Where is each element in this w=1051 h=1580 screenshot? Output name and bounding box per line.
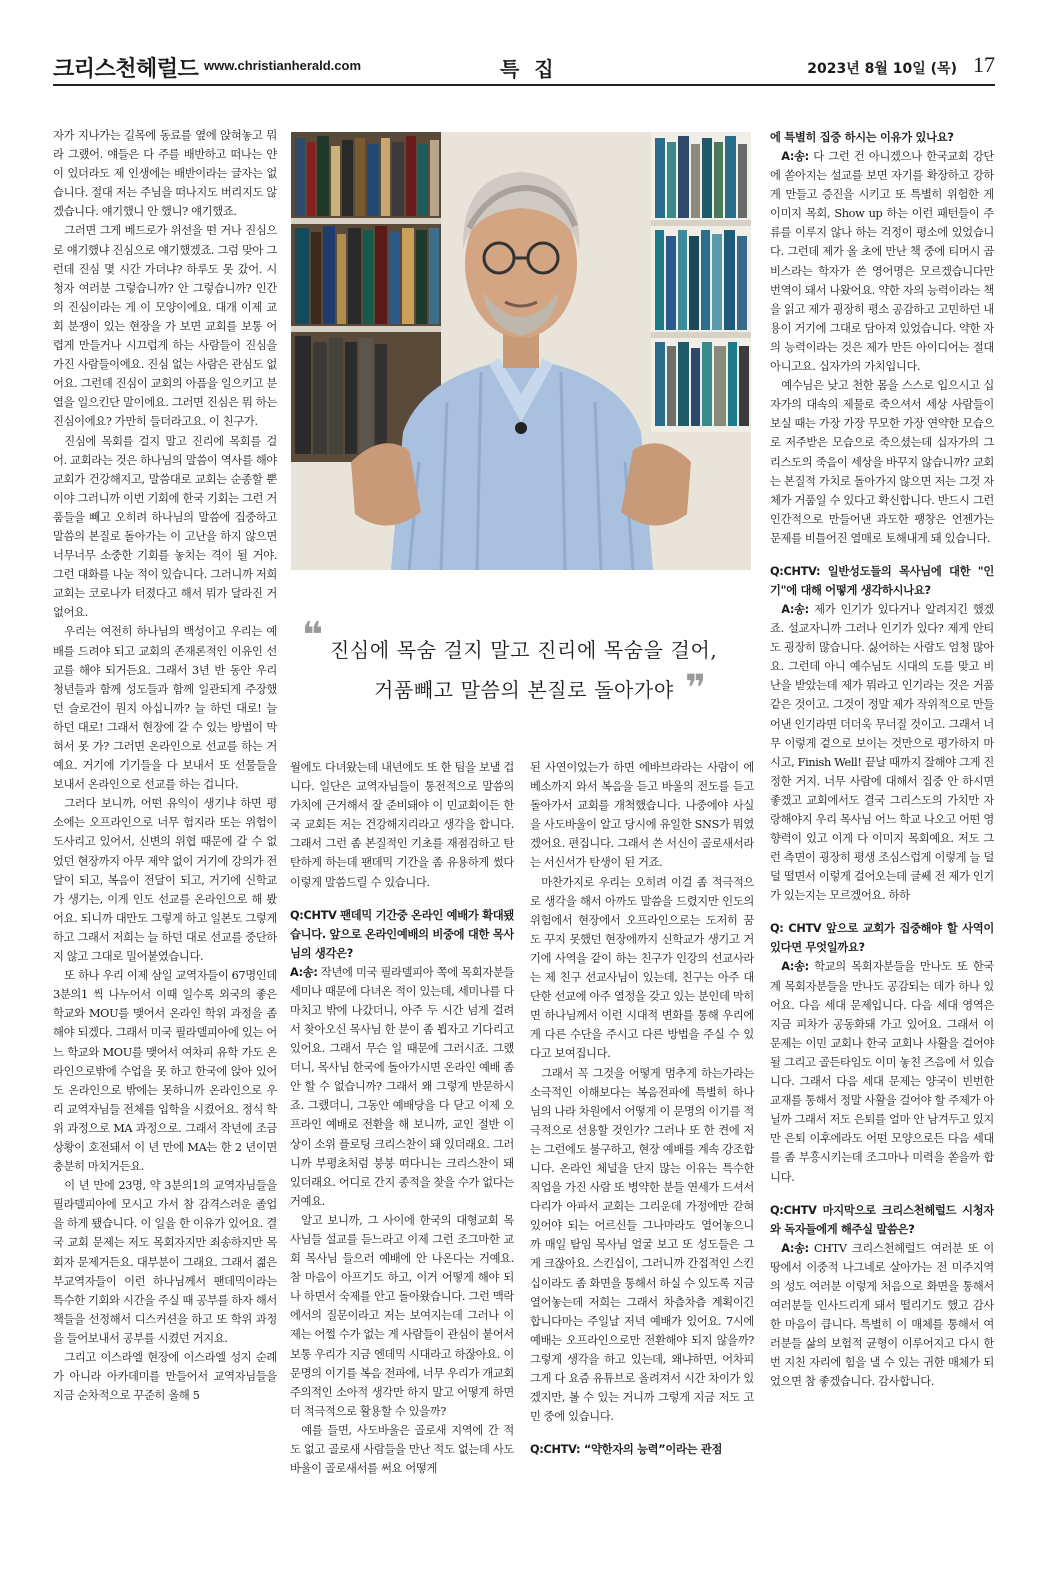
interview-answer — [770, 1239, 994, 1392]
answer-label: A:송: — [290, 965, 318, 979]
interview-photo — [291, 132, 751, 570]
answer-text: 다 그런 건 아니겠으나 한국교회 강단에 쏟아지는 설교를 보면 자기를 확장하고 강하게 만들고 증진을 시키고 또 특별히 위험한 게 이미지 목회, Show up 하는 이런 패턴들이 주류를 이루지 않나 하는 걱정이 평소에 있었습니다. 그런데 제가 올 초에 만난 책 중에 티머시 곱비스라는 학자가 쓴 영어명은 모르겠습니다만 번역이 돼서 나왔어요. 약한 자의 능력이라는 책을 읽고 제가 굉장히 평소 공감하고 고민하던 내용이 거기에 그대로 담아져 있었습니다. 약한 자의 능력이라는 것은 제가 만든 아이디어는 절대 아니고요. 십자가의 가치입니다. — [770, 150, 994, 374]
close-quote-icon: ❞ — [685, 668, 707, 709]
interview-question: Q:CHTV 마지막으로 크리스천헤럴드 시청자와 독자들에게 해주실 말씀은? — [770, 1203, 994, 1236]
interview-answer — [770, 147, 994, 376]
header-rule — [53, 84, 995, 86]
paragraph: 그래서 꼭 그것을 어떻게 멈추게 하는가라는 소극적인 이해보다는 복음전파에 특별히 하나님의 나라 차원에서 어떻게 이 문명의 이기를 적극적으로 선용할 것인가? 그러나 또 한 켠에 저는 그런에도 불구하고, 현장 예배를 계속 강조합니다. 온라인 체널을 단지 많는 이유는 특수한 직업을 가진 사람 또 병약한 분들 연세가 드셔서 다리가 아파서 교회는 그리운데 가정에만 갇혀 있어야 되는 어르신들 그나마라도 열어놓으니까 매일 탐임 목사님 얼굴 보고 또 성도들은 그게 크잖아요. 스킨십이, 그러니까 간접적인 스킨십이라도 좀 화면을 통해서 하실 수 있도록 지금 열어놓는데 저희는 그래서 차츰차츰 계획이긴 합니다마는 주일날 저녁 예배가 있어요. 7시에 예배는 오프라인으로만 전환해야 되지 않을까? 그렇게 생각을 하고 있는데, 왜냐하면, 어차피 그게 다 요즘 유튜브로 올려져서 시간 차이가 있겠지만, 볼 수 있는 거니까 그렇게 지금 저도 고민 중에 있습니다. — [530, 1066, 754, 1424]
site-url[interactable]: www.christianherald.com — [204, 58, 362, 73]
answer-text: 제가 인기가 있다거나 알려지긴 했겠죠. 설교자니까 그러나 인기가 있다? 제게 안티도 굉장히 많습니다. 싫어하는 사람도 엄청 많아요. 그런데 아니 예수님도 시대의 도를 맞고 비난을 받았는데 제가 뭐라고 인기라는 것은 거품 같은 것이고. 그것이 정말 제가 작위적으로 만들어낸 인기라면 더더욱 무너질 것이고. 그래서 너무 이렇게 겉으로 보이는 것만으로 평가하지 마시고, Finish Well! 끝날 때까지 잘해야 그게 진정한 거지. 너무 사람에 대해서 집중 안 하시면 좋겠고 교회에서도 결국 그리스도의 가치만 자랑해야지 우리 목사님 어느 학교 나오고 어떤 영향력이 있고 이게 다 이미지 목회예요. 저도 그런 측면이 굉장히 평생 조심스럽게 이렇게 늘 덜덜 떨면서 이렇게 걸어오는데 글쎄 전 제가 인기가 있는지는 모르겠어요. 하하 — [770, 602, 994, 903]
article-column-1 — [53, 126, 277, 1521]
interview-question: Q:CHTV 팬데믹 기간중 온라인 예배가 확대됐습니다. 앞으로 온라인예배의 비중에 대한 목사님의 생각은? — [290, 908, 514, 960]
interview-question: 에 특별히 집중 하시는 이유가 있나요? — [770, 131, 954, 144]
paragraph: 알고 보니까, 그 사이에 한국의 대형교회 목사님들 설교를 듣느라고 이제 그런 조그마한 교회 목사님 들으러 예배에 안 나온다는 거예요. 참 마음이 아프기도 하고, 이거 어떻게 해야 되나 하면서 숙제를 안고 돌아왔습니다. 그런 맥락에서의 질문이라고 저는 보여지는데 그러나 이제는 어쩔 수가 없는 게 사람들이 관심이 붙어서 보통 우리가 지금 엔데믹 시대라고 하잖아요. 이 문명의 이기를 복음 전파에, 너무 우리가 개교회주의적인 소아적 생각만 하지 말고 어떻게 하면 더 적극적으로 활용할 수 있을까? — [290, 1213, 514, 1418]
paragraph: 진심에 목회를 걸지 말고 진리에 목회를 걸어. 교회라는 것은 하나님의 말씀이 역사를 해야 교회가 건강해지고, 말씀대로 교회는 순종할 뿐이야 그러니까 이번 기회에 한국 기회는 그런 거품들을 빼고 오히려 하나님의 말씀에 집중하고 말씀의 본질로 돌아가는 이 고난을 하지 않으면 너무너무 소중한 기회를 놓치는 격이 될 거야. 그런 대화를 나눈 적이 있습니다. 그러니까 저희 교회는 코로나가 터졌다고 해서 뭐가 달라진 거 없어요. — [53, 434, 277, 620]
answer-label: A:송: — [781, 150, 809, 163]
interview-answer — [290, 963, 514, 1211]
paragraph: 예를 들면, 사도바울은 골로새 지역에 간 적도 없고 골로새 사람들을 만난 적도 없는데 사도바울이 골로새서를 써요 어떻게 — [290, 1423, 514, 1476]
paragraph: 월에도 다녀왔는데 내년에도 또 한 팀을 보낼 겁니다. 일단은 교역자님들이 통전적으로 말씀의 가치에 근거해서 잘 준비돼야 이 민교회이든 한국 교회든 저는 건강해지리라고 생각을 합니다. 그래서 그런 좀 본질적인 기초를 재점검하고 탄탄하게 하는데 팬데믹 기간을 좀 유용하게 썼다 이렇게 말씀드릴 수 있습니다. — [290, 761, 514, 889]
answer-text: 학교의 목회자분들을 만나도 또 한국계 목회자분들을 만나도 공감되는 데가 하나 있어요. 다음 세대 문제입니다. 다음 세대 영역은 지금 피차가 공동화돼 가고 있어요. 그래서 이 문제는 이민 교회나 한국 교회나 사활을 걸어야 될 그리고 골든타임도 이미 놓친 즈음에 서 있습니다. 그래서 다음 세대 문제는 양국이 빈번한 교재를 통해서 정말 사활을 걸어야 할 주제가 아닐까 그래서 저도 은퇴를 얼마 안 남겨두고 있지만 은퇴 이후에라도 어떤 모양으로든 다음 세대를 좀 부흥시키는데 조그마나 미력을 쏟을까 합니다. — [770, 960, 994, 1184]
interview-answer — [770, 600, 994, 906]
paragraph: 그러다 보니까, 어떤 유익이 생기냐 하면 평소에는 오프라인으로 너무 험지라 또는 위험이 도사리고 있어서, 신변의 위협 때문에 갈 수 없었던 현장까지 아무 제약 없이 거기에 강의가 전달이 되고, 복음이 전달이 되고, 거기에 신학교가 생기는, 이게 인도 선교를 온라인으로 해 봤어요. 되니까 대만도 그렇게 하고 일본도 그렇게 하고 그래서 저희는 늘 하던 대로 선교를 중단하지 않고 그대로 밀어붙였습니다. — [53, 797, 277, 964]
page-number: 17 — [973, 52, 995, 77]
interview-answer — [770, 957, 994, 1186]
answer-text: 작년에 미국 필라델피아 쪽에 목회자분들 세미나 때문에 다녀온 적이 있는데, 세미나를 다 마치고 밖에 나갔더니, 아주 두 시간 넘게 걸려서 찾아오신 목사님 한 분이 좀 뵙자고 기다리고 있어요. 그래서 무슨 일 때문에 그러시죠. 그랬더니, 목사님 한국에 돌아가시면 온라인 예배 좀 안 할 수 없습니까? 그래서 왜 그렇게 반문하시죠. 그랬더니, 그동안 예배당을 다 닫고 이제 오프라인 예배로 전환을 해 보니까, 교인 절반 이상이 소위 플로팅 크리스찬이 돼 있더래요. 그러니까 부평초처럼 붕붕 떠다니는 크리스찬이 돼 있더래요. 어디로 간지 종적을 찾을 수가 없다는 거예요. — [290, 965, 514, 1208]
issue-date: 2023년 8월 10일 (목) — [807, 61, 957, 77]
answer-label: A:송: — [781, 1241, 809, 1255]
paragraph: 그러면 그게 베드로가 위선을 떤 거나 진심으로 얘기했냐 진심으로 얘기했겠죠. 그럼 맞아 그런데 진심 몇 시간 가더냐? 하루도 못 갔어. 시청자 여러분 그렇습니까? 안 그렇습니까? 인간의 진심이라는 게 이 모양이에요. 대개 이제 교회 분쟁이 있는 현장을 가 보면 교회를 보통 어렵게 만들거나 시끄럽게 하는 사람들이 진심을 가진 사람들이에요. 진심 없는 사람은 관심도 없어요. 그런데 진심이 교회의 아픔을 일으키고 분열을 일으킨단 말이에요. 그러면 진심은 뭐 하는 진심이에요? 가만히 들더라고요. 이 친구가. — [53, 224, 277, 429]
article-column-3 — [530, 758, 754, 1523]
pull-quote — [300, 615, 760, 718]
pull-quote-line-1: 진심에 목숨 걸지 말고 진리에 목숨을 걸어, — [330, 638, 718, 662]
paragraph: 우리는 여전히 하나님의 백성이고 우리는 예배를 드려야 되고 교회의 존재론적인 이유인 선교를 해야 되거든요. 그래서 3년 반 동안 우리 청년들과 함께 성도들과 함께 일관되게 주장했던 슬로건이 뭔지 아십니까? 늘 하던 대로! 늘 하던 대로! 그래서 현장에 갈 수 있는 방법이 막혀서 못 가? 그러면 온라인으로 선교를 하는 거예요. 거기에 기기들을 다 보내서 또 선물들을 보내서 온라인으로 선교를 하는 겁니다. — [53, 625, 277, 792]
newspaper-logo[interactable]: 크리스천헤럴드 — [53, 57, 199, 82]
section-title: 특 집 — [500, 57, 558, 81]
interview-question: Q:CHTV: 일반성도들의 목사님에 대한 "인기"에 대해 어떻게 생각하시나요? — [770, 564, 994, 597]
answer-text: CHTV 크리스천헤럴드 여러분 또 이 땅에서 이중적 나그네로 살아가는 전 미주지역의 성도 여러분 이렇게 처음으로 화면을 통해서 여러분들 인사드리게 돼서 떨리기도 했고 감사한 마음이 큽니다. 특별히 이 매체를 통해서 여러분들 삶의 보험적 균형이 이루어지고 다시 한번 지친 자리에 힘을 낼 수 있는 귀한 매체가 되었으면 참 좋겠습니다. 감사합니다. — [770, 1241, 994, 1389]
paragraph: 이 년 만에 23명, 약 3분의1의 교역자님들을 필라델피아에 모시고 가서 참 감격스러운 졸업을 하게 됐습니다. 이 일을 한 이유가 있어요. 결국 교회 문제는 저도 목회자지만 죄송하지만 목회자 문제거든요. 대부분이 그래요. 그래서 젊은 부교역자들이 이런 하나님께서 팬데믹이라는 특수한 기회와 시간을 주실 때 공부를 하자 해서 책들을 선정해서 디스커션을 하고 또 학위 과정을 들어보내서 공부를 시켰던 거지요. — [53, 1179, 277, 1345]
article-column-4 — [770, 128, 994, 1523]
answer-label: A:송: — [781, 960, 809, 974]
paragraph: 자가 지나가는 길목에 동료를 옆에 앉혀놓고 뭐라 그랬어. 얘들은 다 주를 배반하고 떠나는 얀이 있더라도 제 인생에는 배반이라는 글자는 없습니다. 절대 저는 주님을 떠나지도 버리지도 않겠습니다. 얘기했니 안 했니? 얘기했죠. — [53, 129, 277, 219]
open-quote-icon: ❝ — [302, 615, 324, 656]
paragraph: 된 사연이었는가 하면 에바브라라는 사람이 에베소까지 와서 복음을 듣고 바울의 전도를 듣고 돌아가서 교회를 개척했습니다. 나중에야 사실을 사도바울이 알고 당시에 유일한 SNS가 뭐였겠어요. 편집니다. 그래서 쓴 서신이 골로새서라는 서신서가 탄생이 된 거죠. — [530, 761, 754, 870]
answer-label: A:송: — [781, 602, 809, 616]
interview-question: Q:CHTV: “약한자의 능력”이라는 관점 — [530, 1443, 723, 1457]
article-column-2 — [290, 758, 514, 1523]
pull-quote-line-2: 거품빼고 말씀의 본질로 돌아가야 — [374, 678, 674, 702]
paragraph: 그리고 이스라엘 현장에 이스라엘 성지 순례가 아니라 아카데미를 만들어서 교역자님들을 지금 순차적으로 꾸준히 올해 5 — [53, 1351, 277, 1403]
masthead — [53, 52, 995, 82]
interview-question: Q: CHTV 앞으로 교회가 집중해야 할 사역이 있다면 무엇일까요? — [770, 922, 994, 955]
paragraph: 마찬가지로 우리는 오히려 이걸 좀 적극적으로 생각을 해서 아까도 말씀을 드렸지만 인도의 위험에서 현장에서 오프라인으로는 도저히 꿈도 꾸지 못했던 현장에까지 신학교가 생기고 거기에 사역을 같이 하는 친구가 인강의 선교사라는 제 친구 선교사님이 있는데, 친구는 아주 대단한 선교에 아주 열정을 갖고 있는 분인데 막히면 하나님께서 이런 시대적 변화를 통해 우리에게 다른 수단을 주시고 다른 방법을 주실 수 있다고 보여집니다. — [530, 875, 754, 1061]
paragraph: 예수님은 낮고 천한 몸을 스스로 입으시고 십자가의 대속의 제물로 죽으셔서 세상 사람들이 보실 때는 가장 가장 무모한 가장 연약한 모습으로 저주받은 모습으로 죽으셨는데 십자가의 그리스도의 죽음이 세상을 바꾸지 않습니까? 교회는 본질적 가치로 돌아가지 않으면 저는 그것 자체가 거품일 수 있다고 확신합니다. 반드시 그런 인간적으로 만들어낸 과도한 팽창은 언젠가는 문제를 비틀어진 열매로 토해내게 돼 있습니다. — [770, 379, 994, 545]
paragraph: 또 하나 우리 이제 삼일 교역자들이 67명인데 3분의1 씩 나누어서 이때 일수록 외국의 좋은 학교와 MOU를 맺어서 온라인 학위 과정을 좀 해야 되겠다. 그래서 미국 필라델피아에 있는 어느 학교와 MOU를 맺어서 여차피 유학 가도 온라인으로밖에 수업을 못 하고 한국에 앉아 있어도 온라인으로 밖에는 못하니까 온라인으로 우리 교역자님들 전체를 입학을 시켰어요. 정식 학위 과정으로 MA 과정으로. 그래서 작년에 조금 상황이 호전돼서 이 년 만에 MA는 한 2 년이면 충분히 마치거든요. — [53, 969, 277, 1174]
pastor-portrait-image — [291, 132, 751, 570]
